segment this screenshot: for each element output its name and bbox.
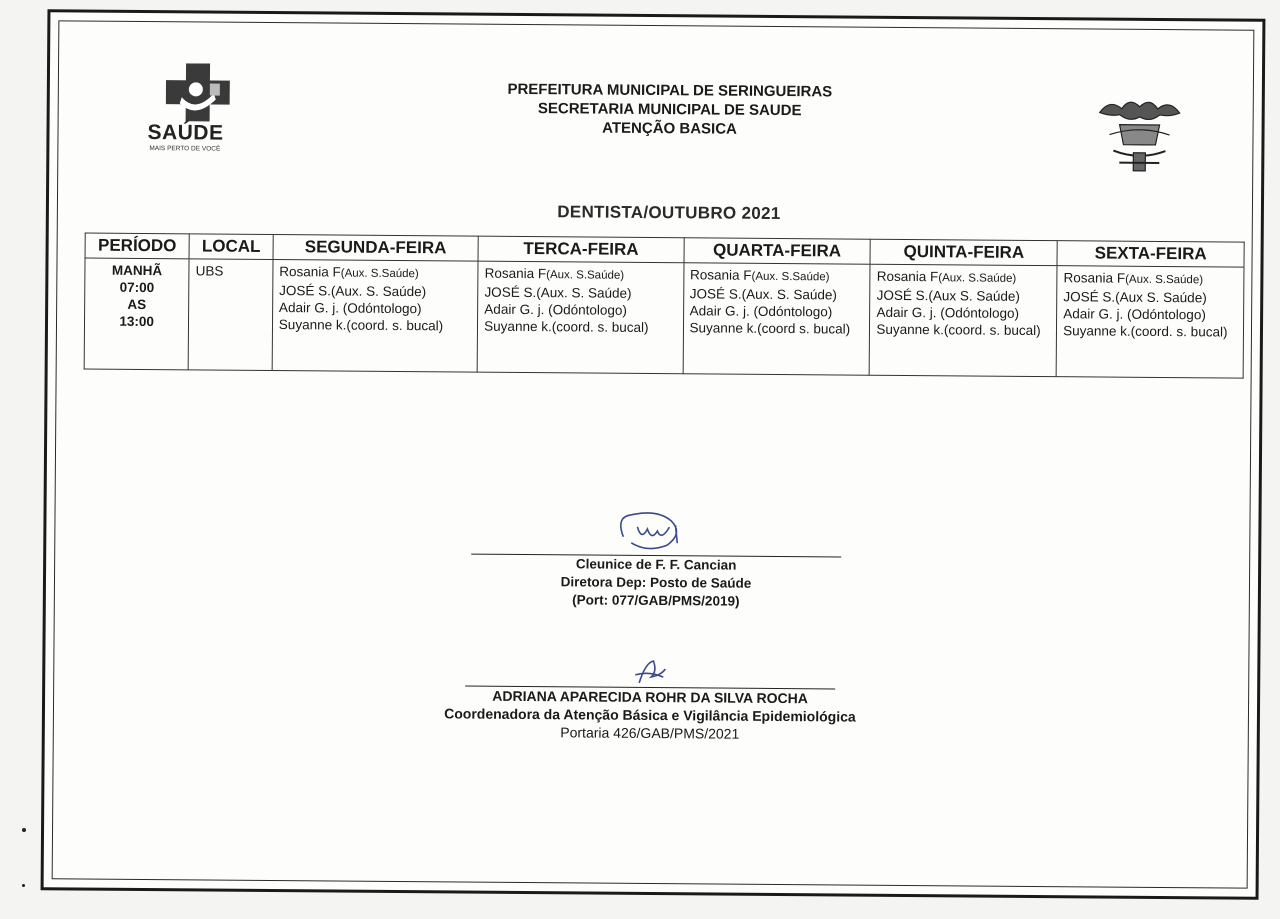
staff-name: Rosania F bbox=[1063, 270, 1126, 286]
staff-line: Suyanne k.(coord. s. bucal) bbox=[484, 318, 649, 335]
staff-role: (Aux. S.Saúde) bbox=[340, 267, 419, 281]
staff-line: Adair G. j. (Odóntologo) bbox=[484, 301, 627, 318]
staff-line: Adair G. j. (Odóntologo) bbox=[689, 303, 833, 320]
signatory-name: ADRIANA APARECIDA ROHR DA SILVA ROCHA bbox=[492, 687, 808, 707]
header-quinta: QUINTA-FEIRA bbox=[870, 239, 1057, 265]
header-line-3: ATENÇÃO BASICA bbox=[602, 119, 737, 138]
staff-line: JOSÉ S.(Aux S. Saúde) bbox=[1063, 289, 1207, 306]
staff-line: JOSÉ S.(Aux S. Saúde) bbox=[876, 287, 1020, 304]
municipal-crest-icon bbox=[1089, 94, 1190, 175]
header-quarta: QUARTA-FEIRA bbox=[684, 238, 871, 264]
header-terca: TERCA-FEIRA bbox=[478, 236, 684, 263]
periodo-line: 07:00 bbox=[119, 279, 155, 296]
staff-line: JOSÉ S.(Aux. S. Saúde) bbox=[484, 284, 632, 301]
staff-line: Suyanne k.(coord. s. bucal) bbox=[1063, 323, 1228, 340]
header-segunda: SEGUNDA-FEIRA bbox=[273, 235, 479, 262]
health-cross-logo-icon bbox=[166, 63, 230, 122]
staff-name: Rosania F bbox=[484, 265, 547, 282]
table-row bbox=[84, 258, 1244, 378]
handwritten-initials-icon bbox=[625, 657, 675, 687]
staff-role: (Aux. S.Saúde) bbox=[751, 270, 830, 284]
sexta-staff-cell bbox=[1056, 266, 1244, 378]
saude-logo bbox=[139, 63, 250, 154]
signatory-name: Cleunice de F. F. Cancian bbox=[575, 556, 737, 573]
terca-staff-cell bbox=[477, 261, 683, 374]
scan-speck bbox=[22, 828, 26, 832]
staff-line: Adair G. j. (Odóntologo) bbox=[1063, 306, 1206, 323]
staff-line: Adair G. j. (Odóntologo) bbox=[876, 304, 1020, 321]
periodo-line: 13:00 bbox=[119, 313, 154, 330]
header-line-1: PREFEITURA MUNICIPAL DE SERINGUEIRAS bbox=[507, 80, 833, 101]
document-header bbox=[429, 79, 909, 140]
staff-line bbox=[1063, 269, 1237, 289]
staff-line bbox=[877, 268, 1051, 288]
header-periodo: PERÍODO bbox=[85, 233, 189, 259]
document-title: DENTISTA/OUTUBRO 2021 bbox=[557, 202, 781, 223]
staff-name: Rosania F bbox=[279, 264, 341, 280]
periodo-line: AS bbox=[127, 296, 147, 313]
signatory-portaria: Portaria 426/GAB/PMS/2021 bbox=[560, 724, 740, 742]
staff-line: Suyanne k.(coord. s. bucal) bbox=[876, 321, 1041, 339]
signatory-role: Diretora Dep: Posto de Saúde bbox=[560, 574, 752, 591]
staff-line: Suyanne k.(coord. s. bucal) bbox=[278, 317, 444, 334]
handwritten-signature-icon bbox=[601, 507, 711, 556]
scan-speck bbox=[22, 884, 25, 887]
document-page bbox=[41, 9, 1266, 900]
staff-name: Rosania F bbox=[689, 267, 752, 283]
header-line-2: SECRETARIA MUNICIPAL DE SAUDE bbox=[537, 100, 802, 120]
signatory-portaria: (Port: 077/GAB/PMS/2019) bbox=[572, 592, 740, 609]
periodo-line: MANHÃ bbox=[111, 262, 163, 279]
quinta-staff-cell bbox=[870, 264, 1058, 376]
staff-line bbox=[279, 263, 472, 284]
quarta-staff-cell bbox=[683, 263, 871, 375]
staff-line: JOSÉ S.(Aux. S. Saúde) bbox=[689, 286, 837, 303]
logo-tagline: MAIS PERTO DE VOCÊ bbox=[149, 145, 221, 153]
periodo-cell bbox=[84, 258, 189, 370]
staff-line bbox=[690, 266, 864, 286]
local-cell: UBS bbox=[188, 259, 272, 371]
schedule-table bbox=[84, 233, 1245, 379]
staff-role: (Aux. S.Saúde) bbox=[938, 272, 1017, 285]
staff-line: Suyanne k.(coord s. bucal) bbox=[689, 320, 851, 337]
header-local: LOCAL bbox=[189, 234, 273, 260]
staff-role: (Aux. S.Saúde) bbox=[546, 269, 625, 282]
signature-block-1 bbox=[466, 506, 847, 612]
signature-block-2 bbox=[415, 655, 886, 744]
staff-line: Adair G. j. (Odóntologo) bbox=[278, 300, 422, 317]
staff-name: Rosania F bbox=[876, 268, 939, 285]
signatory-role: Coordenadora da Atenção Básica e Vigilância Epidemiológica bbox=[444, 705, 856, 725]
staff-line: JOSÉ S.(Aux. S. Saúde) bbox=[279, 283, 427, 300]
segunda-staff-cell bbox=[272, 260, 478, 373]
staff-line bbox=[485, 265, 678, 286]
logo-word: SAÚDE bbox=[147, 121, 224, 145]
header-sexta: SEXTA-FEIRA bbox=[1057, 241, 1244, 267]
staff-role: (Aux. S.Saúde) bbox=[1125, 273, 1204, 287]
